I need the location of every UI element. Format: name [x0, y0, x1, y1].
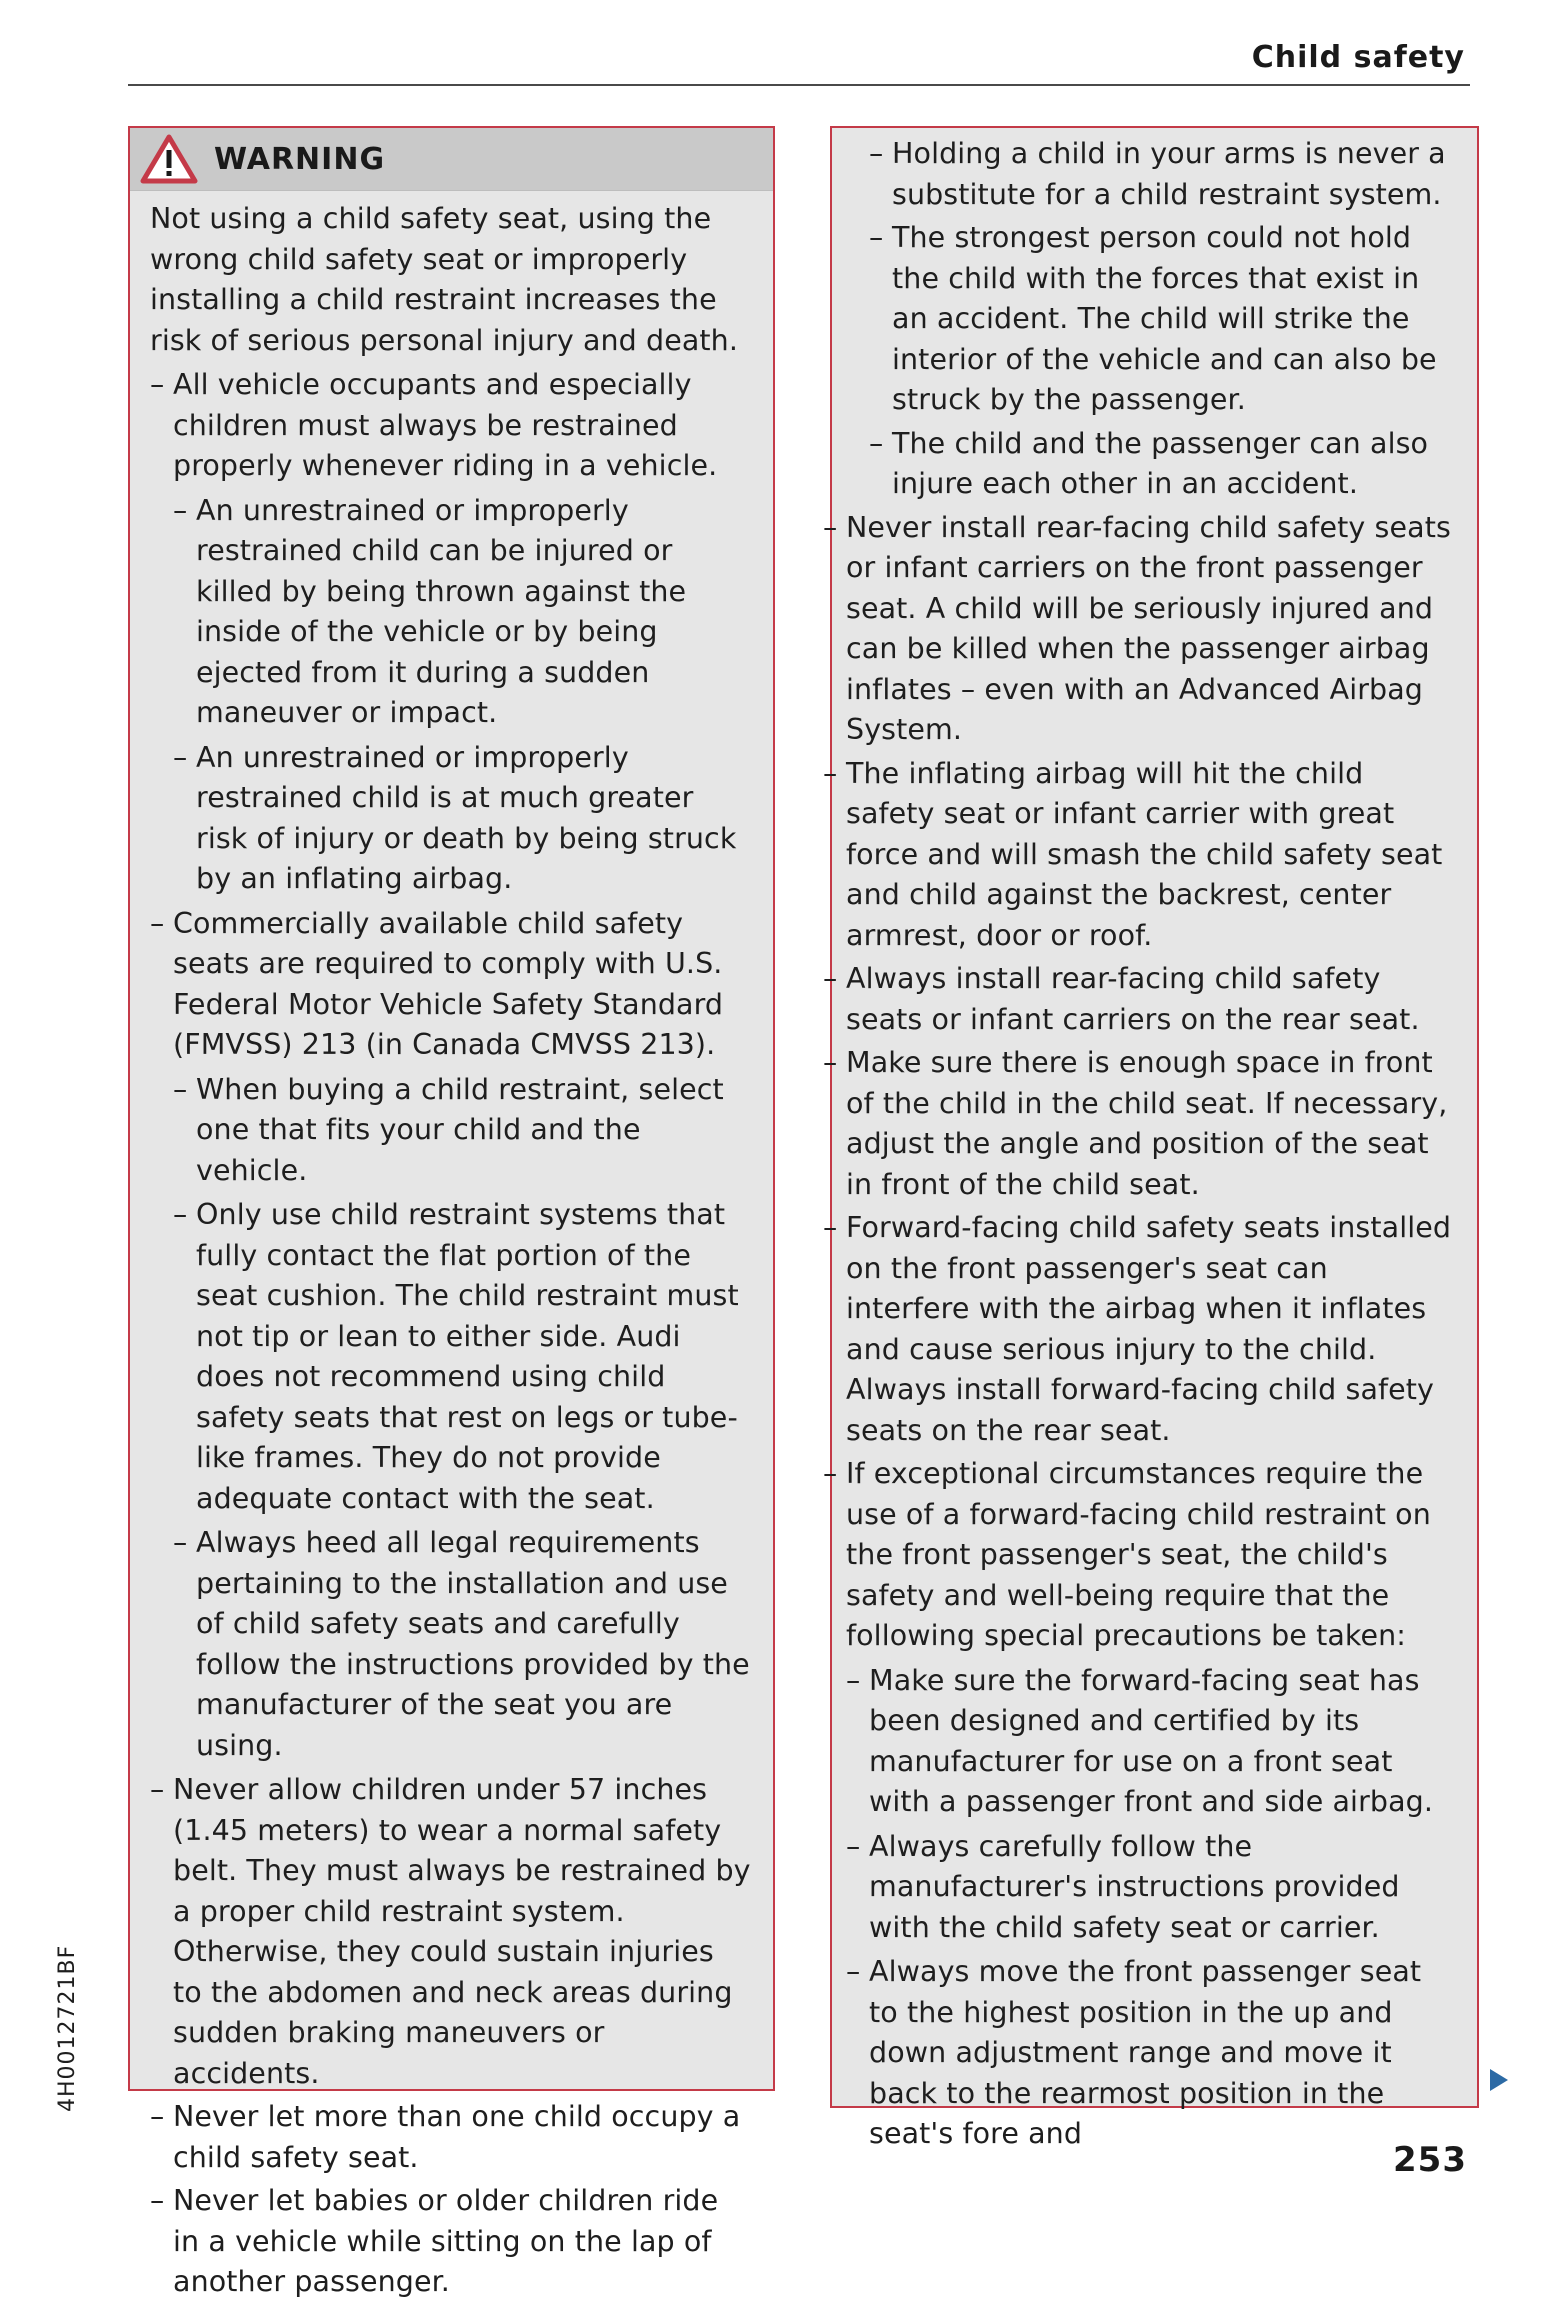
warning-list: [150, 365, 751, 2303]
warning-item: [846, 1208, 1459, 1451]
warning-item-text: Never allow children under 57 inches (1.45 meters) to wear a normal safety belt. They must always be restrained by a proper child restraint system. Otherwise, they could sustain injuries to the abdomen and neck areas during sudden braking maneuvers or accidents.: [173, 1773, 751, 2090]
warning-item-text: All vehicle occupants and especially children must always be restrained properly whenever riding in a vehicle.: [173, 368, 718, 482]
warning-item: [846, 508, 1459, 751]
warning-item-text: Make sure there is enough space in front of the child in the child seat. If necessary, adjust the angle and position of the seat in front of the child seat.: [846, 1046, 1448, 1201]
warning-item: [173, 365, 751, 900]
warning-item: [846, 1454, 1459, 2155]
warning-body-right: [832, 128, 1477, 2155]
warning-continued-sublist: [869, 134, 1459, 505]
warning-item: [173, 2181, 751, 2303]
continue-arrow-icon: [1490, 2069, 1508, 2091]
warning-subitem: – Always move the front passenger seat to the highest position in the up and down adjustment range and move it back to the rearmost position in the seat's fore and: [869, 1952, 1459, 2155]
warning-body-left: [130, 191, 773, 2303]
warning-item: [846, 1043, 1459, 1205]
warning-subitem: – The child and the passenger can also injure each other in an accident.: [892, 424, 1459, 505]
warning-subitem: – An unrestrained or improperly restrained child is at much greater risk of injury or death by being struck by an inflating airbag.: [196, 738, 751, 900]
warning-item-text: Never let babies or older children ride in a vehicle while sitting on the lap of another passenger.: [173, 2184, 719, 2298]
warning-item: [173, 904, 751, 1767]
warning-subitem: – Holding a child in your arms is never a substitute for a child restraint system.: [892, 134, 1459, 215]
warning-item: [173, 1770, 751, 2094]
warning-header: [130, 128, 773, 191]
warning-item-text: Always install rear-facing child safety seats or infant carriers on the rear seat.: [846, 962, 1420, 1036]
warning-subitem: – An unrestrained or improperly restrained child can be injured or killed by being thrown against the inside of the vehicle or by being ejected from it during a sudden maneuver or impact.: [196, 491, 751, 734]
warning-item: [846, 959, 1459, 1040]
warning-subitem: – Always heed all legal requirements pertaining to the installation and use of child safety seats and carefully follow the instructions provided by the manufacturer of the seat you are using.: [196, 1523, 751, 1766]
warning-box-right: [830, 126, 1479, 2150]
warning-item: [846, 754, 1459, 957]
warning-subitem: – Always carefully follow the manufacturer's instructions provided with the child safety seat or carrier.: [869, 1827, 1459, 1949]
warning-item-text: The inflating airbag will hit the child safety seat or infant carrier with great force and will smash the child safety seat and child against the backrest, center armrest, door or roof.: [846, 756, 1443, 952]
warning-subitem: – When buying a child restraint, select one that fits your child and the vehicle.: [196, 1070, 751, 1192]
warning-item-text: If exceptional circumstances require the use of a forward-facing child restraint on the front passenger's seat, the child's safety and well-being require that the following special precautions be taken:: [846, 1457, 1431, 1652]
warning-list-continued: [823, 508, 1459, 2155]
warning-item: [173, 2097, 751, 2178]
warning-intro: Not using a child safety seat, using the wrong child safety seat or improperly installing a child restraint increases the risk of serious personal injury and death.: [150, 202, 739, 357]
warning-triangle-icon: [140, 133, 198, 185]
document-code: 4H0012721BF: [55, 1944, 80, 2112]
warning-box-left: [128, 126, 775, 2298]
warning-item-text: Commercially available child safety seats are required to comply with U.S. Federal Motor Vehicle Safety Standard (FMVSS) 213 (in Canada CMVSS 213).: [173, 906, 724, 1061]
warning-subitem: – Only use child restraint systems that fully contact the flat portion of the seat cushion. The child restraint must not tip or lean to either side. Audi does not recommend using child safety seats that rest on legs or tube-like frames. They do not provide adequate contact with the seat.: [196, 1195, 751, 1519]
warning-title: WARNING: [214, 141, 386, 177]
warning-item-text: Never let more than one child occupy a child safety seat.: [173, 2100, 741, 2174]
header-rule: [128, 84, 1470, 86]
warning-subitem: – The strongest person could not hold the child with the forces that exist in an accident. The child will strike the interior of the vehicle and can also be struck by the passenger.: [892, 218, 1459, 421]
page-number: 253: [1393, 2140, 1467, 2180]
warning-subitem: – Make sure the forward-facing seat has been designed and certified by its manufacturer for use on a front seat with a passenger front and side airbag.: [869, 1661, 1459, 1823]
warning-item-text: Forward-facing child safety seats installed on the front passenger's seat can interfere with the airbag when it inflates and cause serious injury to the child. Always install forward-facing child safety seats on the rear seat.: [846, 1211, 1452, 1447]
warning-item-text: Never install rear-facing child safety seats or infant carriers on the front passenger seat. A child will be seriously injured and can be killed when the passenger airbag inflates – even with an Advanced Airbag System.: [846, 510, 1451, 746]
page-section-title: Child safety: [1251, 40, 1465, 75]
